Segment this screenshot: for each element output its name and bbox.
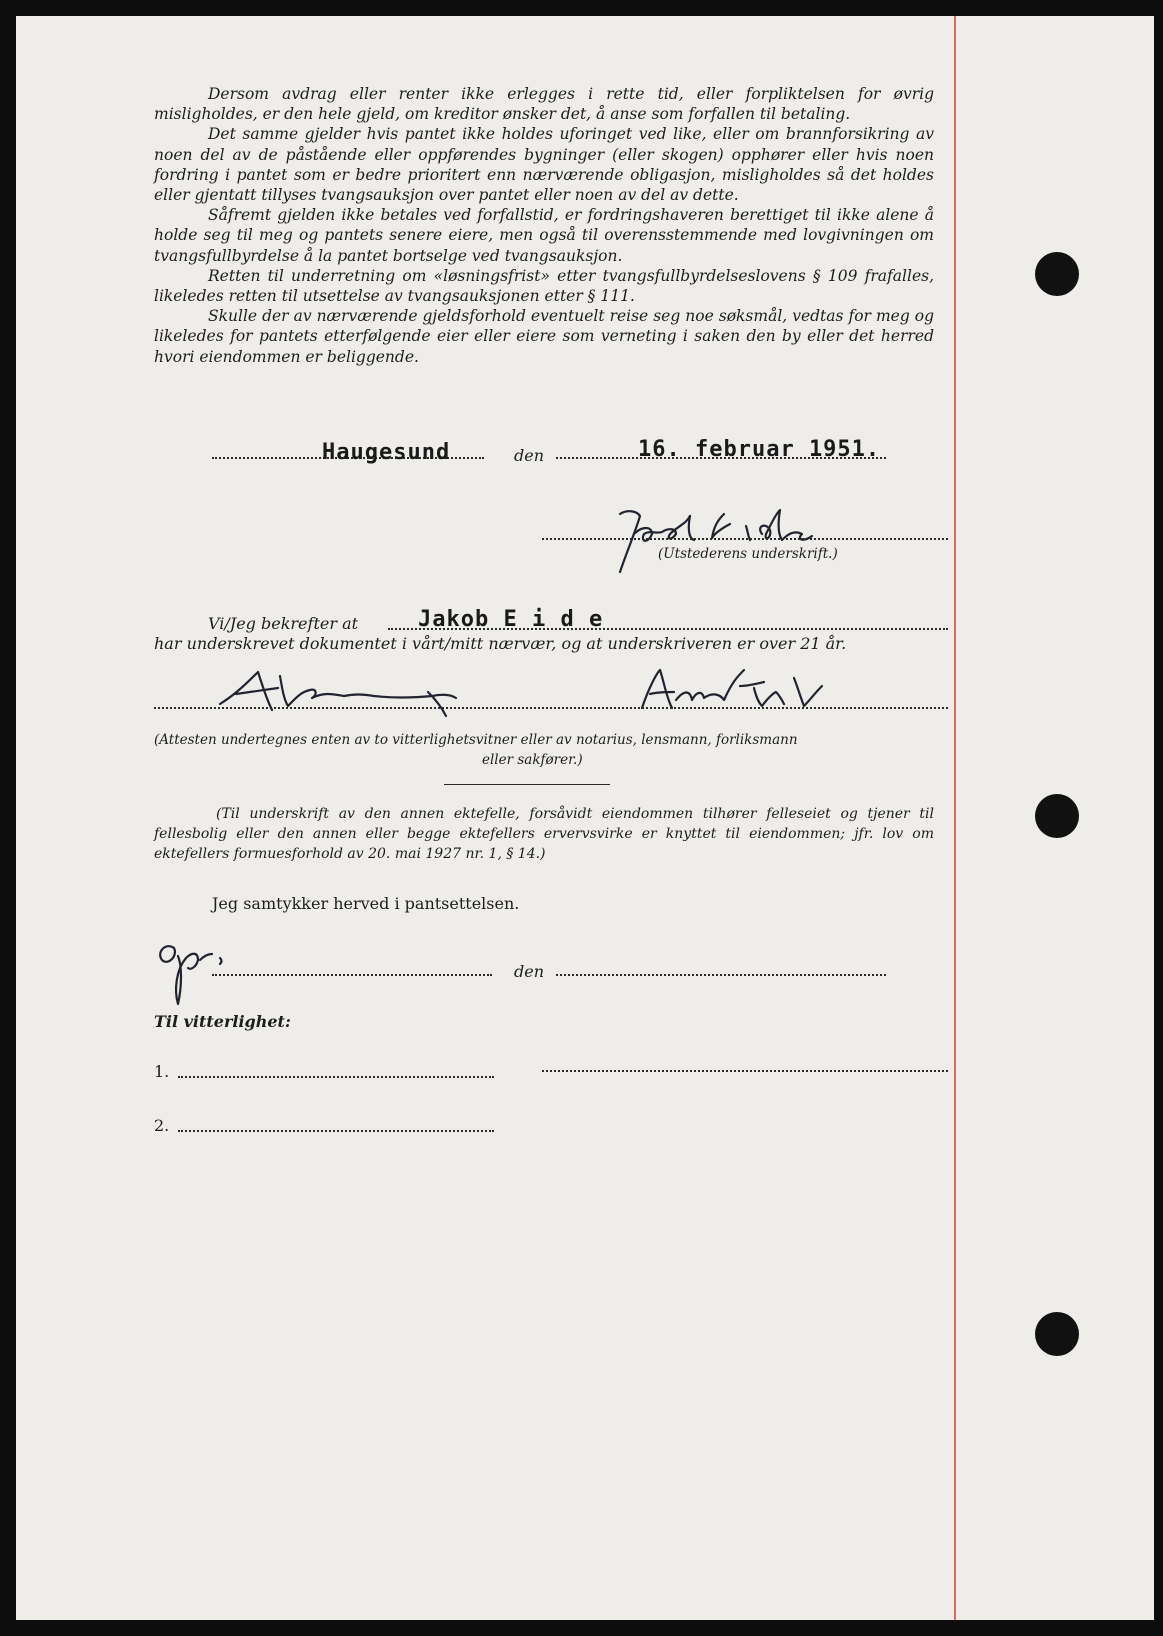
handwritten-mark xyxy=(152,930,238,1014)
place-name: Haugesund xyxy=(322,440,451,465)
paragraph-enforcement: Såfremt gjelden ikke betales ved forfallstid, er fordringshaveren berettiget til ikke alene å holde seg til meg og pantets senere eiere, men også til overensstemmende med lovgivningen om tvangsfullbyrdelse å la pantet bortselge ved tvangsauksjon. xyxy=(154,206,934,265)
den-label: den xyxy=(514,446,545,465)
margin-rule xyxy=(954,16,956,1620)
issuer-caption: (Utstederens underskrift.) xyxy=(658,546,838,562)
issuer-signature-line xyxy=(542,538,948,540)
document-page xyxy=(16,16,1154,1620)
punch-hole-top xyxy=(1035,252,1079,296)
punch-hole-bottom xyxy=(1035,1312,1079,1356)
paragraph-security: Det samme gjelder hvis pantet ikke holdes uforinget ved like, eller om brannforsikring av noen del av de påstående eller oppførendes bygninger (eller skogen) opphører eller hvis noen fordring i pantet som er bedre prioritert enn nærværende obligasjon, misligholdes så det holdes eller gjentatt tillyses tvangsauksjon over pantet eller noen av del av dette. xyxy=(154,125,934,205)
witness-signature-left xyxy=(206,664,486,734)
consent-place-line xyxy=(212,974,492,976)
witness-1-label: 1. xyxy=(154,1062,170,1081)
paragraph-venue: Skulle der av nærværende gjeldsforhold eventuelt reise seg noe søksmål, vedtas for meg og likeledes for pantets etterfølgende eier eller eiere som verneting i saken den by eller det herred hvori eiendommen er beliggende. xyxy=(154,307,934,366)
witness-heading: Til vitterlighet: xyxy=(154,1012,291,1031)
witness-1-right-line xyxy=(542,1070,948,1072)
witness-1-line xyxy=(178,1076,494,1078)
spouse-note-block xyxy=(154,804,934,864)
paragraph-notice-waiver: Retten til underretning om «løsningsfrist» etter tvangsfullbyrdelseslovens § 109 frafalles, likeledes retten til utsettelse av tvangsauksjonen etter § 111. xyxy=(154,266,934,306)
spouse-note: (Til underskrift av den annen ektefelle, forsåvidt eiendommen tilhører felleseiet og tjener til fellesbolig eller den annen eller begge ektefellers ervervsvirke er knyttet til eiendommen; jfr. lov om ektefellers formuesforhold av 20. mai 1927 nr. 1, § 14.) xyxy=(154,806,934,862)
date-value: 16. februar 1951. xyxy=(638,437,881,462)
attest-note-line1: (Attesten undertegnes enten av to vitterlighetsvitner eller av notarius, lensmann, forliksmann xyxy=(154,732,798,748)
witness-signature-right xyxy=(636,666,836,728)
confirm-text: har underskrevet dokumentet i vårt/mitt nærvær, og at underskriveren er over 21 år. xyxy=(154,634,847,653)
paragraph-default: Dersom avdrag eller renter ikke erlegges i rette tid, eller forpliktelsen for øvrig misligholdes, er den hele gjeld, om kreditor ønsker det, å anse som forfallen til betaling. xyxy=(154,85,934,124)
terms-paragraphs xyxy=(154,84,934,367)
confirm-label: Vi/Jeg bekrefter at xyxy=(208,614,359,633)
attest-note-line2: eller sakfører.) xyxy=(482,752,583,768)
consent-text: Jeg samtykker herved i pantsettelsen. xyxy=(212,894,520,913)
witness-2-line xyxy=(178,1130,494,1132)
witness-2-label: 2. xyxy=(154,1116,170,1135)
consent-date-line xyxy=(556,974,886,976)
witness-signature-line xyxy=(154,707,948,709)
confirm-name: Jakob E i d e xyxy=(418,607,604,632)
issuer-signature xyxy=(596,504,856,584)
den-label-2: den xyxy=(514,962,545,981)
attest-divider xyxy=(444,784,610,785)
punch-hole-middle xyxy=(1035,794,1079,838)
